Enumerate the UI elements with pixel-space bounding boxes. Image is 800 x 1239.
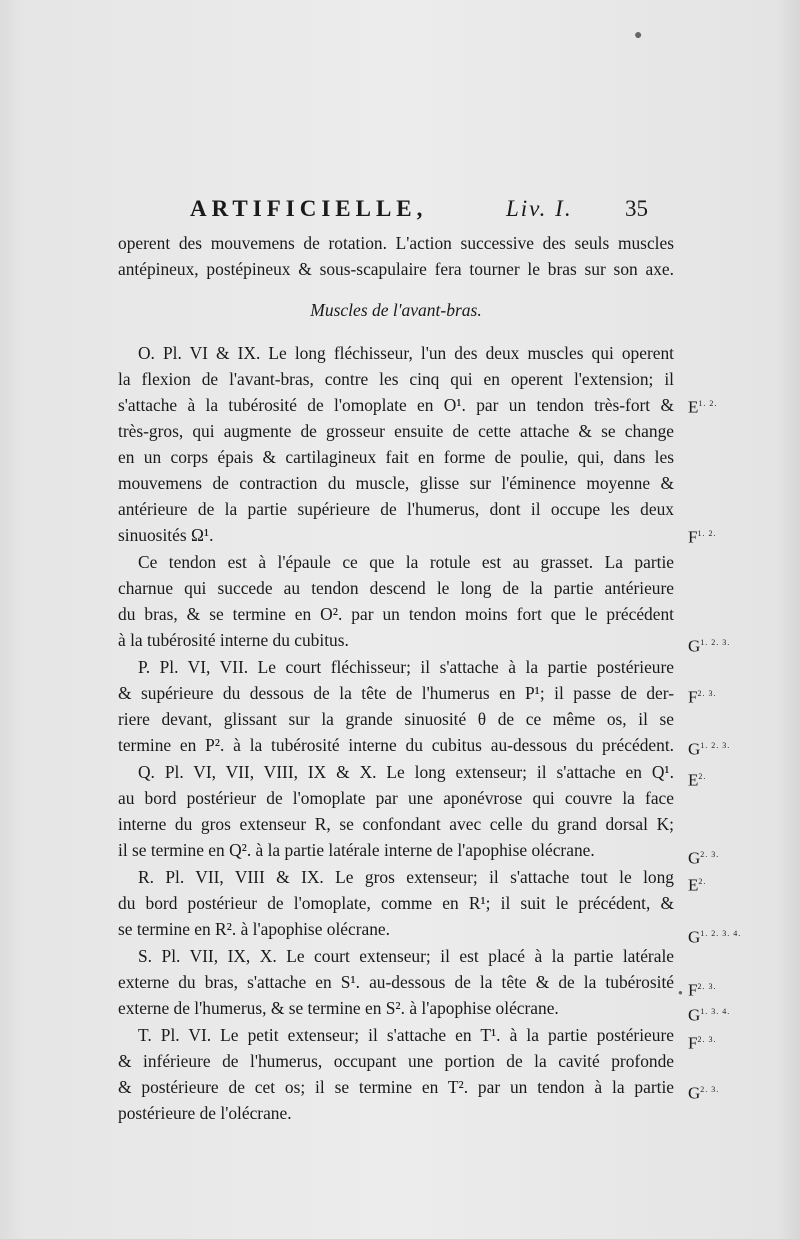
text-line: du bras, & se termine en O². par un tendon moins fort que le précédent [118, 604, 674, 624]
margin-reference-letter: F [688, 687, 698, 707]
margin-reference [688, 1000, 730, 1028]
text-line: très-gros, qui augmente de grosseur ensuite de cette attache & se change [118, 421, 674, 441]
text-line: sinuosités Ω¹. [118, 525, 214, 545]
page-number: 35 [625, 196, 648, 221]
text-line: O. Pl. VI & IX. Le long fléchisseur, l'un des deux muscles qui operent [138, 343, 674, 363]
ink-spot: ● [634, 28, 643, 43]
margin-reference-letter: E [688, 770, 699, 790]
text-line: R. Pl. VII, VIII & IX. Le gros extenseur; il s'attache tout le long [138, 867, 674, 887]
text-line: Ce tendon est à l'épaule ce que la rotule est au grasset. La partie [138, 552, 674, 572]
text-line: antépineux, postépineux & sous-scapulaire fera tourner le bras sur son axe. [118, 259, 674, 279]
margin-reference-letter: E [688, 397, 699, 417]
text-line: charnue qui succede au tendon descend le long de la partie antérieure [118, 578, 674, 598]
text-line: Q. Pl. VI, VII, VIII, IX & X. Le long extenseur; il s'attache en Q¹. [138, 762, 674, 782]
margin-reference-letter: G [688, 1005, 701, 1025]
margin-reference [688, 922, 741, 950]
text-line: interne du gros extenseur R, se confondant avec celle du grand dorsal K; [118, 814, 674, 834]
margin-reference-figures: 2. 3. [697, 1035, 717, 1044]
text-line: postérieure de l'olécrane. [118, 1103, 292, 1123]
section-heading: Muscles de l'avant-bras. [310, 300, 482, 320]
margin-reference-figures: 1. 2. [698, 399, 718, 408]
margin-reference-letter: G [688, 1083, 701, 1103]
margin-reference [688, 392, 717, 420]
margin-reference [688, 522, 716, 550]
margin-reference [688, 734, 730, 762]
margin-reference-figures: 1. 2. 3. [700, 638, 731, 647]
margin-reference-letter: G [688, 739, 701, 759]
margin-reference-figures: 1. 3. 4. [700, 1007, 731, 1016]
margin-reference-letter: E [688, 875, 699, 895]
text-line: externe de l'humerus, & se termine en S². à l'apophise olécrane. [118, 998, 559, 1018]
running-title: ARTIFICIELLE, [190, 196, 428, 221]
margin-reference-letter: G [688, 636, 701, 656]
margin-reference-figures: 2. 3. [700, 850, 720, 859]
text-line: du bord postérieur de l'omoplate, comme en R¹; il suit le précédent, & [118, 893, 674, 913]
margin-reference-figures: 1. 2. 3. [700, 741, 731, 750]
text-line: termine en P². à la tubérosité interne du cubitus au-dessous du précédent. [118, 735, 674, 755]
text-line: & postérieure de cet os; il se termine en T². par un tendon à la partie [118, 1077, 674, 1097]
margin-reference [688, 1078, 719, 1106]
margin-reference-figures: 1. 2. [697, 529, 717, 538]
text-line: s'attache à la tubérosité de l'omoplate en O¹. par un tendon très-fort & [118, 395, 674, 415]
margin-reference-figures: 2. [698, 877, 707, 886]
margin-reference-figures: 1. 2. 3. 4. [700, 929, 742, 938]
margin-reference-figures: 2. 3. [700, 1085, 720, 1094]
text-line: se termine en R². à l'apophise olécrane. [118, 919, 391, 939]
text-line: mouvemens de contraction du muscle, glisse sur l'éminence moyenne & [118, 473, 674, 493]
margin-reference-letter: F [688, 527, 698, 547]
margin-reference [688, 1028, 716, 1056]
text-line: au bord postérieur de l'omoplate par une aponévrose qui couvre la face [118, 788, 674, 808]
text-line: antérieure de la partie supérieure de l'humerus, dont il occupe les deux [118, 499, 674, 519]
text-line: T. Pl. VI. Le petit extenseur; il s'attache en T¹. à la partie postérieure [138, 1025, 674, 1045]
margin-reference [688, 682, 716, 710]
text-line: riere devant, glissant sur la grande sinuosité θ de ce même os, il se [118, 709, 674, 729]
margin-reference-figures: 2. [698, 772, 707, 781]
ink-spot: ● [678, 988, 683, 997]
margin-reference [688, 631, 730, 659]
margin-reference-letter: G [688, 927, 701, 947]
margin-reference-letter: F [688, 1033, 698, 1053]
text-line: externe du bras, s'attache en S¹. au-dessous de la tête & de la tubérosité [118, 972, 674, 992]
text-line: S. Pl. VII, IX, X. Le court extenseur; il est placé à la partie latérale [138, 946, 674, 966]
margin-reference [688, 975, 716, 1003]
text-line: & supérieure du dessous de la tête de l'humerus en P¹; il passe de der- [118, 683, 674, 703]
margin-reference [688, 765, 706, 793]
text-line: operent des mouvemens de rotation. L'action successive des seuls muscles [118, 233, 674, 253]
margin-reference-letter: G [688, 848, 701, 868]
text-line: P. Pl. VI, VII. Le court fléchisseur; il s'attache à la partie postérieure [138, 657, 674, 677]
text-line: & inférieure de l'humerus, occupant une portion de la cavité profonde [118, 1051, 674, 1071]
text-line: à la tubérosité interne du cubitus. [118, 630, 349, 650]
text-line: en un corps épais & cartilagineux fait en forme de poulie, qui, dans les [118, 447, 674, 467]
book-reference: Liv. I. [506, 196, 573, 221]
margin-reference [688, 870, 706, 898]
text-line: la flexion de l'avant-bras, contre les cinq qui en operent l'extension; il [118, 369, 674, 389]
margin-reference-letter: F [688, 980, 698, 1000]
text-line: il se termine en Q². à la partie latérale interne de l'apophise olécrane. [118, 840, 595, 860]
margin-reference-figures: 2. 3. [697, 982, 717, 991]
running-header [190, 196, 660, 230]
margin-reference [688, 843, 719, 871]
margin-reference-figures: 2. 3. [697, 689, 717, 698]
